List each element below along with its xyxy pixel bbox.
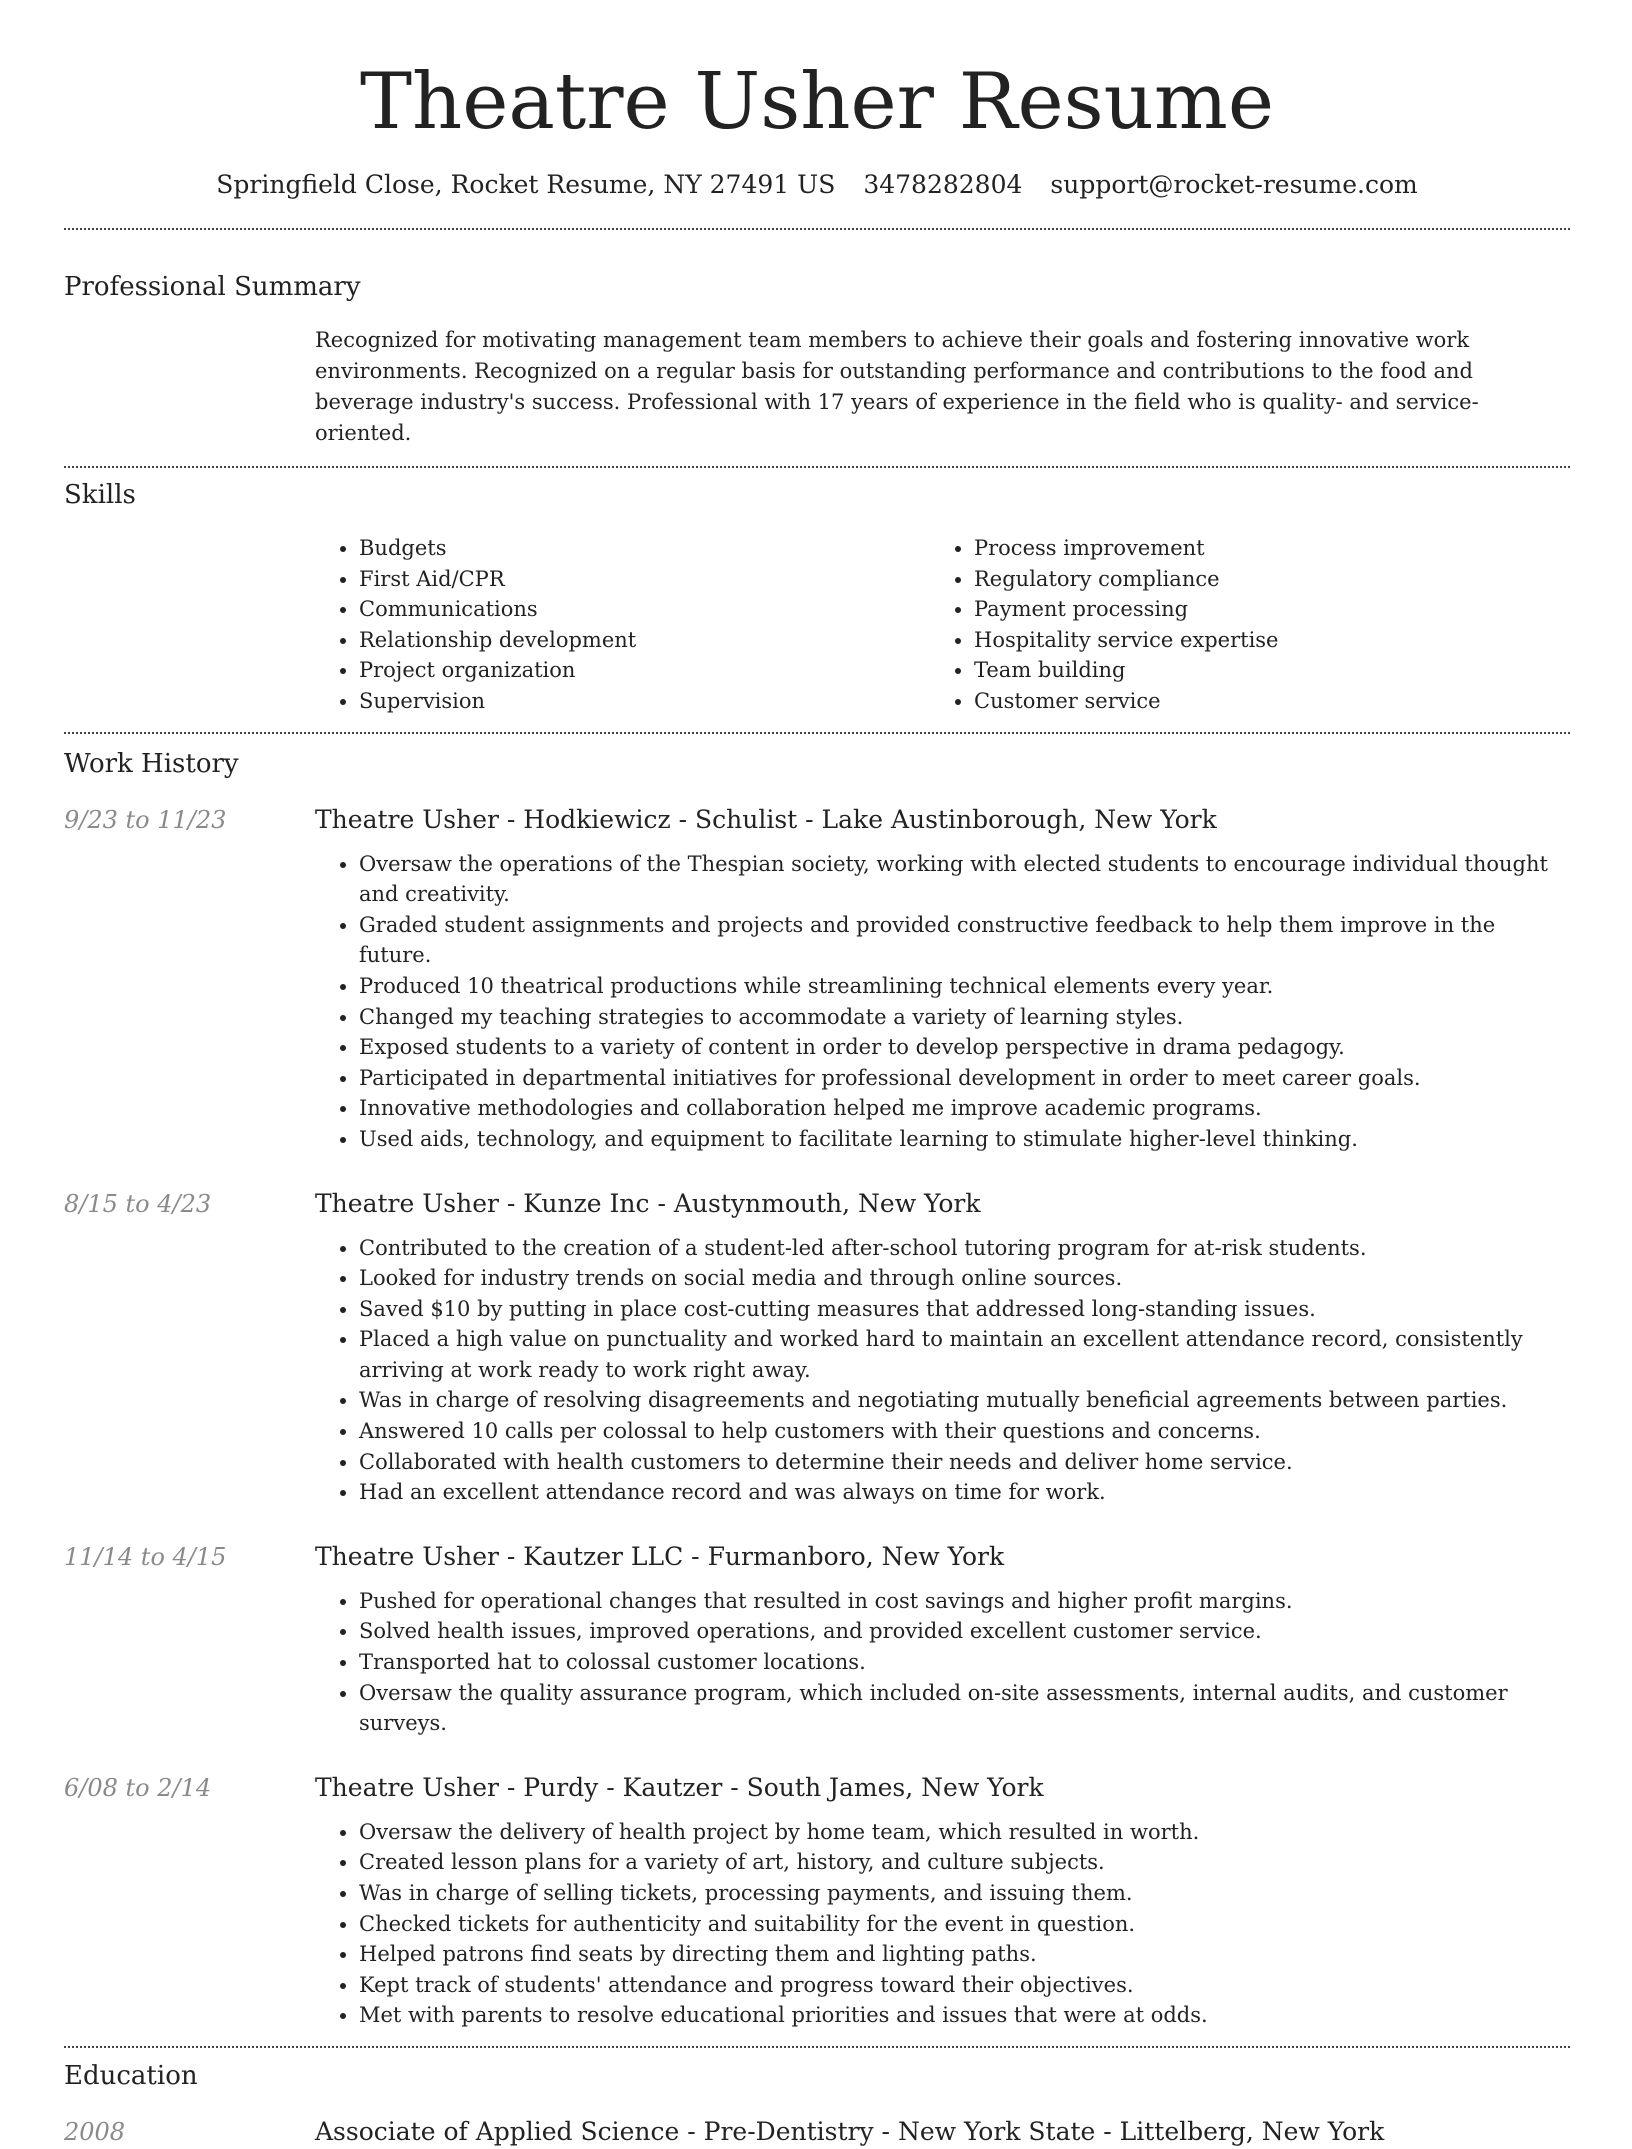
job-bullet: • Helped patrons find seats by directing them and lighting paths. bbox=[359, 1939, 1570, 1970]
job-bullet: • Transported hat to colossal customer locations. bbox=[359, 1647, 1570, 1678]
job-dates: 11/14 to 4/15 bbox=[64, 1542, 227, 1571]
contact-phone: 3478282804 bbox=[863, 170, 1023, 199]
job-bullet: • Exposed students to a variety of content in order to develop perspective in drama pedagogy. bbox=[359, 1032, 1570, 1063]
job-title: Theatre Usher - Kautzer LLC - Furmanboro, New York bbox=[315, 1541, 1005, 1571]
skills-column-right bbox=[930, 533, 1545, 717]
job-bullets bbox=[315, 1233, 1570, 1508]
education-year: 2008 bbox=[64, 2117, 126, 2146]
job-dates: 9/23 to 11/23 bbox=[64, 805, 227, 834]
job-bullet: • Innovative methodologies and collaboration helped me improve academic programs. bbox=[359, 1093, 1570, 1124]
job-bullet: • Produced 10 theatrical productions while streamlining technical elements every year. bbox=[359, 971, 1570, 1002]
work-history-heading: Work History bbox=[64, 748, 239, 779]
skills-list-left bbox=[315, 533, 930, 717]
summary-text: Recognized for motivating management team members to achieve their goals and fostering innovative work environments. Recognized on a regular basis for outstanding performance and contributions to the food and beverage industry's success. Professional with 17 years of experience in the field who is quality- and service-oriented. bbox=[315, 328, 1479, 445]
skills-list-right bbox=[930, 533, 1545, 717]
job-bullet: • Kept track of students' attendance and progress toward their objectives. bbox=[359, 1970, 1570, 2001]
job-entry bbox=[64, 1187, 1570, 1508]
job-bullet: • Pushed for operational changes that resulted in cost savings and higher profit margins. bbox=[359, 1586, 1570, 1617]
job-bullet: • Graded student assignments and projects and provided constructive feedback to help them improve in the future. bbox=[359, 910, 1570, 971]
job-bullet: • Created lesson plans for a variety of art, history, and culture subjects. bbox=[359, 1847, 1570, 1878]
job-bullets bbox=[315, 849, 1570, 1155]
skill-item: • Payment processing bbox=[974, 594, 1545, 625]
job-header bbox=[64, 1187, 1570, 1221]
job-dates: 8/15 to 4/23 bbox=[64, 1189, 212, 1218]
contact-line bbox=[64, 168, 1570, 202]
job-header bbox=[64, 1771, 1570, 1805]
job-bullet: • Checked tickets for authenticity and suitability for the event in question. bbox=[359, 1909, 1570, 1940]
job-bullet: • Changed my teaching strategies to accommodate a variety of learning styles. bbox=[359, 1002, 1570, 1033]
education-header bbox=[64, 2115, 1570, 2149]
skills-heading: Skills bbox=[64, 480, 136, 510]
section-divider bbox=[64, 228, 1570, 230]
skill-item: • Process improvement bbox=[974, 533, 1545, 564]
resume-title: Theatre Usher Resume bbox=[359, 57, 1275, 147]
resume-page bbox=[64, 0, 1570, 2149]
skill-item: • Regulatory compliance bbox=[974, 564, 1545, 595]
job-bullet: • Participated in departmental initiatives for professional development in order to meet career goals. bbox=[359, 1063, 1570, 1094]
job-bullet: • Was in charge of selling tickets, processing payments, and issuing them. bbox=[359, 1878, 1570, 1909]
job-bullet: • Placed a high value on punctuality and worked hard to maintain an excellent attendance record, consistently arriving at work ready to work right away. bbox=[359, 1324, 1570, 1385]
section-divider bbox=[64, 2046, 1570, 2048]
job-entry bbox=[64, 803, 1570, 1155]
job-bullets bbox=[315, 1586, 1570, 1739]
job-bullet: • Had an excellent attendance record and was always on time for work. bbox=[359, 1477, 1570, 1508]
education-title: Associate of Applied Science - Pre-Dentistry - New York State - Littelberg, New York bbox=[315, 2116, 1385, 2146]
skill-item: • Communications bbox=[359, 594, 930, 625]
job-entry bbox=[64, 1540, 1570, 1739]
job-bullet: • Answered 10 calls per colossal to help customers with their questions and concerns. bbox=[359, 1416, 1570, 1447]
summary-section bbox=[315, 325, 1570, 449]
job-dates: 6/08 to 2/14 bbox=[64, 1773, 212, 1802]
education-heading: Education bbox=[64, 2060, 198, 2091]
job-bullet: • Contributed to the creation of a student-led after-school tutoring program for at-risk students. bbox=[359, 1233, 1570, 1264]
job-bullet: • Collaborated with health customers to determine their needs and deliver home service. bbox=[359, 1447, 1570, 1478]
section-divider bbox=[64, 732, 1570, 734]
job-bullet: • Saved $10 by putting in place cost-cutting measures that addressed long-standing issues. bbox=[359, 1294, 1570, 1325]
job-bullet: • Oversaw the delivery of health project by home team, which resulted in worth. bbox=[359, 1817, 1570, 1848]
skill-item: • Hospitality service expertise bbox=[974, 625, 1545, 656]
job-bullet: • Used aids, technology, and equipment to facilitate learning to stimulate higher-level thinking. bbox=[359, 1124, 1570, 1155]
job-header bbox=[64, 1540, 1570, 1574]
job-bullet: • Met with parents to resolve educational priorities and issues that were at odds. bbox=[359, 2000, 1570, 2031]
job-bullet: • Was in charge of resolving disagreements and negotiating mutually beneficial agreements between parties. bbox=[359, 1385, 1570, 1416]
skill-item: • Supervision bbox=[359, 686, 930, 717]
job-entry bbox=[64, 1771, 1570, 2031]
job-bullets bbox=[315, 1817, 1570, 2031]
skill-item: • Project organization bbox=[359, 655, 930, 686]
job-title: Theatre Usher - Purdy - Kautzer - South James, New York bbox=[315, 1772, 1044, 1802]
skill-item: • Customer service bbox=[974, 686, 1545, 717]
skill-item: • Team building bbox=[974, 655, 1545, 686]
job-bullet: • Oversaw the operations of the Thespian society, working with elected students to encourage individual thought and creativity. bbox=[359, 849, 1570, 910]
job-header bbox=[64, 803, 1570, 837]
education-entry bbox=[64, 2115, 1570, 2149]
skills-column-left bbox=[315, 533, 930, 717]
job-title: Theatre Usher - Hodkiewicz - Schulist - Lake Austinborough, New York bbox=[315, 804, 1217, 834]
skill-item: • Relationship development bbox=[359, 625, 930, 656]
skill-item: • First Aid/CPR bbox=[359, 564, 930, 595]
contact-email[interactable]: support@rocket-resume.com bbox=[1050, 170, 1418, 199]
job-bullet: • Oversaw the quality assurance program, which included on-site assessments, internal audits, and customer surveys. bbox=[359, 1678, 1570, 1739]
job-bullet: • Solved health issues, improved operations, and provided excellent customer service. bbox=[359, 1616, 1570, 1647]
skills-section bbox=[315, 533, 1570, 717]
contact-address: Springfield Close, Rocket Resume, NY 27491 US bbox=[216, 170, 836, 199]
job-title: Theatre Usher - Kunze Inc - Austynmouth, New York bbox=[315, 1188, 981, 1218]
section-divider bbox=[64, 466, 1570, 468]
skill-item: • Budgets bbox=[359, 533, 930, 564]
job-bullet: • Looked for industry trends on social media and through online sources. bbox=[359, 1263, 1570, 1294]
summary-heading: Professional Summary bbox=[64, 272, 361, 302]
